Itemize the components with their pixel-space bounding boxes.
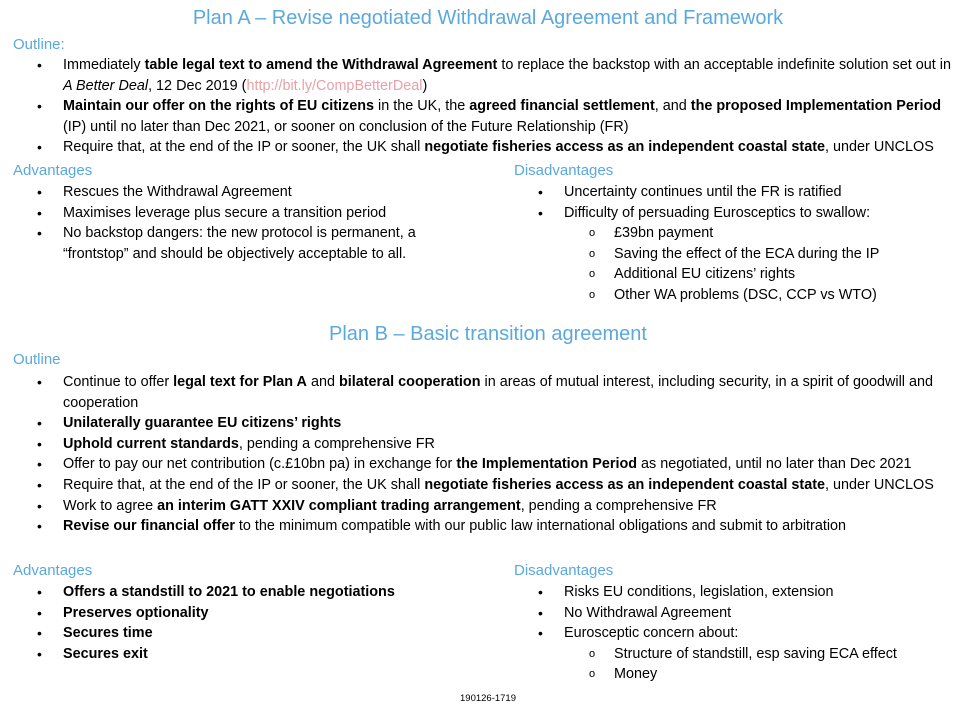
list-item: • No backstop dangers: the new protocol is permanent, a “frontstop” and should be objectively acceptable to all. <box>37 225 416 262</box>
plan-a-disadvantages-list <box>514 182 969 306</box>
list-item: • Work to agree an interim GATT XXIV compliant trading arrangement, pending a comprehensive FR <box>13 496 963 517</box>
circle-bullet-icon: o <box>589 647 596 660</box>
bullet-icon: • <box>37 476 42 493</box>
plan-b-outline-heading: Outline <box>13 351 61 368</box>
plan-a-advantages-list <box>13 182 443 264</box>
bullet-icon: • <box>538 625 543 642</box>
list-item: o Additional EU citizens’ rights <box>564 264 969 285</box>
circle-bullet-icon: o <box>589 268 596 281</box>
list-item: o Money <box>564 664 969 685</box>
list-item: o Other WA problems (DSC, CCP vs WTO) <box>564 285 969 306</box>
bullet-icon: • <box>37 139 42 156</box>
list-item: • Rescues the Withdrawal Agreement <box>13 182 443 203</box>
bullet-icon: • <box>538 604 543 621</box>
plan-b-title: Plan B – Basic transition agreement <box>329 323 647 345</box>
circle-bullet-icon: o <box>589 288 596 301</box>
plan-a-title: Plan A – Revise negotiated Withdrawal Agreement and Framework <box>192 7 784 29</box>
bullet-icon: • <box>37 225 42 242</box>
list-item: • Preserves optionality <box>13 603 483 624</box>
plan-a-outline-heading: Outline: <box>13 36 65 53</box>
bullet-icon: • <box>37 57 42 73</box>
list-item: • Maximises leverage plus secure a transition period <box>13 203 443 224</box>
bullet-icon: • <box>37 518 42 535</box>
plan-a-disadvantages-heading: Disadvantages <box>514 162 614 179</box>
plan-b-disadvantages-list <box>514 582 969 685</box>
list-item: o Structure of standstill, esp saving ECA effect <box>564 644 969 665</box>
list-item: • Eurosceptic concern about: o Structure of standstill, esp saving ECA effect o Money <box>514 623 969 685</box>
plan-b-advantages-heading: Advantages <box>13 562 93 579</box>
bullet-icon: • <box>538 204 543 221</box>
plan-b-outline-list <box>13 372 963 537</box>
bullet-icon: • <box>37 435 42 452</box>
list-item: • Require that, at the end of the IP or sooner, the UK shall negotiate fisheries access as an independent coastal state, under UNCLOS <box>13 475 963 496</box>
plan-b-disadvantages-sublist <box>564 644 969 685</box>
plan-a-advantages-heading: Advantages <box>13 162 93 179</box>
list-item: • Uncertainty continues until the FR is ratified <box>514 182 969 203</box>
better-deal-link[interactable]: http://bit.ly/CompBetterDeal <box>246 77 423 94</box>
plan-b-disadvantages-heading: Disadvantages <box>514 562 614 579</box>
bullet-icon: • <box>37 98 42 115</box>
plan-a-outline-list <box>13 55 963 158</box>
list-item: • Secures exit <box>13 644 483 665</box>
list-item: • Continue to offer legal text for Plan A and bilateral cooperation in areas of mutual interest, including security, in a spirit of goodwill and cooperation <box>37 374 933 411</box>
list-item: • No Withdrawal Agreement <box>514 603 969 624</box>
circle-bullet-icon: o <box>589 668 596 681</box>
bullet-icon: • <box>37 415 42 432</box>
bullet-icon: • <box>37 604 42 621</box>
bullet-icon: • <box>37 456 42 473</box>
circle-bullet-icon: o <box>589 247 596 260</box>
list-item: • Offer to pay our net contribution (c.£10bn pa) in exchange for the Implementation Period as negotiated, until no later than Dec 2021 <box>13 454 963 475</box>
list-item: • Difficulty of persuading Eurosceptics to swallow: o £39bn payment o Saving the effect of the ECA during the IP o Additional EU citizens’ rights o Other WA problems (DSC, CCP vs WTO) <box>514 203 969 306</box>
plan-b-advantages-list <box>13 582 483 664</box>
list-item: • Offers a standstill to 2021 to enable negotiations <box>13 582 483 603</box>
list-item: • Risks EU conditions, legislation, extension <box>514 582 969 603</box>
bullet-icon: • <box>37 645 42 662</box>
list-item: • Secures time <box>13 623 483 644</box>
list-item: • Uphold current standards, pending a comprehensive FR <box>13 434 963 455</box>
circle-bullet-icon: o <box>589 227 596 240</box>
plan-a-disadvantages-sublist <box>564 223 969 305</box>
bullet-icon: • <box>37 497 42 514</box>
bullet-icon: • <box>37 625 42 642</box>
list-item: • Unilaterally guarantee EU citizens’ rights <box>13 413 963 434</box>
list-item: • Maintain our offer on the rights of EU citizens in the UK, the agreed financial settlement, and the proposed Implementation Period (IP) until no later than Dec 2021, or sooner on conclusion of the Future Relationship (FR) <box>37 98 942 135</box>
bullet-icon: • <box>538 584 543 600</box>
bullet-icon: • <box>37 584 42 600</box>
bullet-icon: • <box>37 184 42 200</box>
list-item: • Immediately table legal text to amend the Withdrawal Agreement to replace the backstop with an acceptable indefinite solution set out in A Better Deal, 12 Dec 2019 (http://bit.ly/CompBetterDeal) <box>37 57 951 94</box>
bullet-icon: • <box>37 204 42 221</box>
footer-code: 190126-1719 <box>460 693 516 704</box>
list-item: o Saving the effect of the ECA during the IP <box>564 244 969 265</box>
list-item: • Require that, at the end of the IP or sooner, the UK shall negotiate fisheries access as an independent coastal state, under UNCLOS <box>13 137 963 158</box>
bullet-icon: • <box>538 184 543 200</box>
list-item: o £39bn payment <box>564 223 969 244</box>
list-item: • Revise our financial offer to the minimum compatible with our public law international obligations and submit to arbitration <box>13 516 963 537</box>
bullet-icon: • <box>37 374 42 390</box>
